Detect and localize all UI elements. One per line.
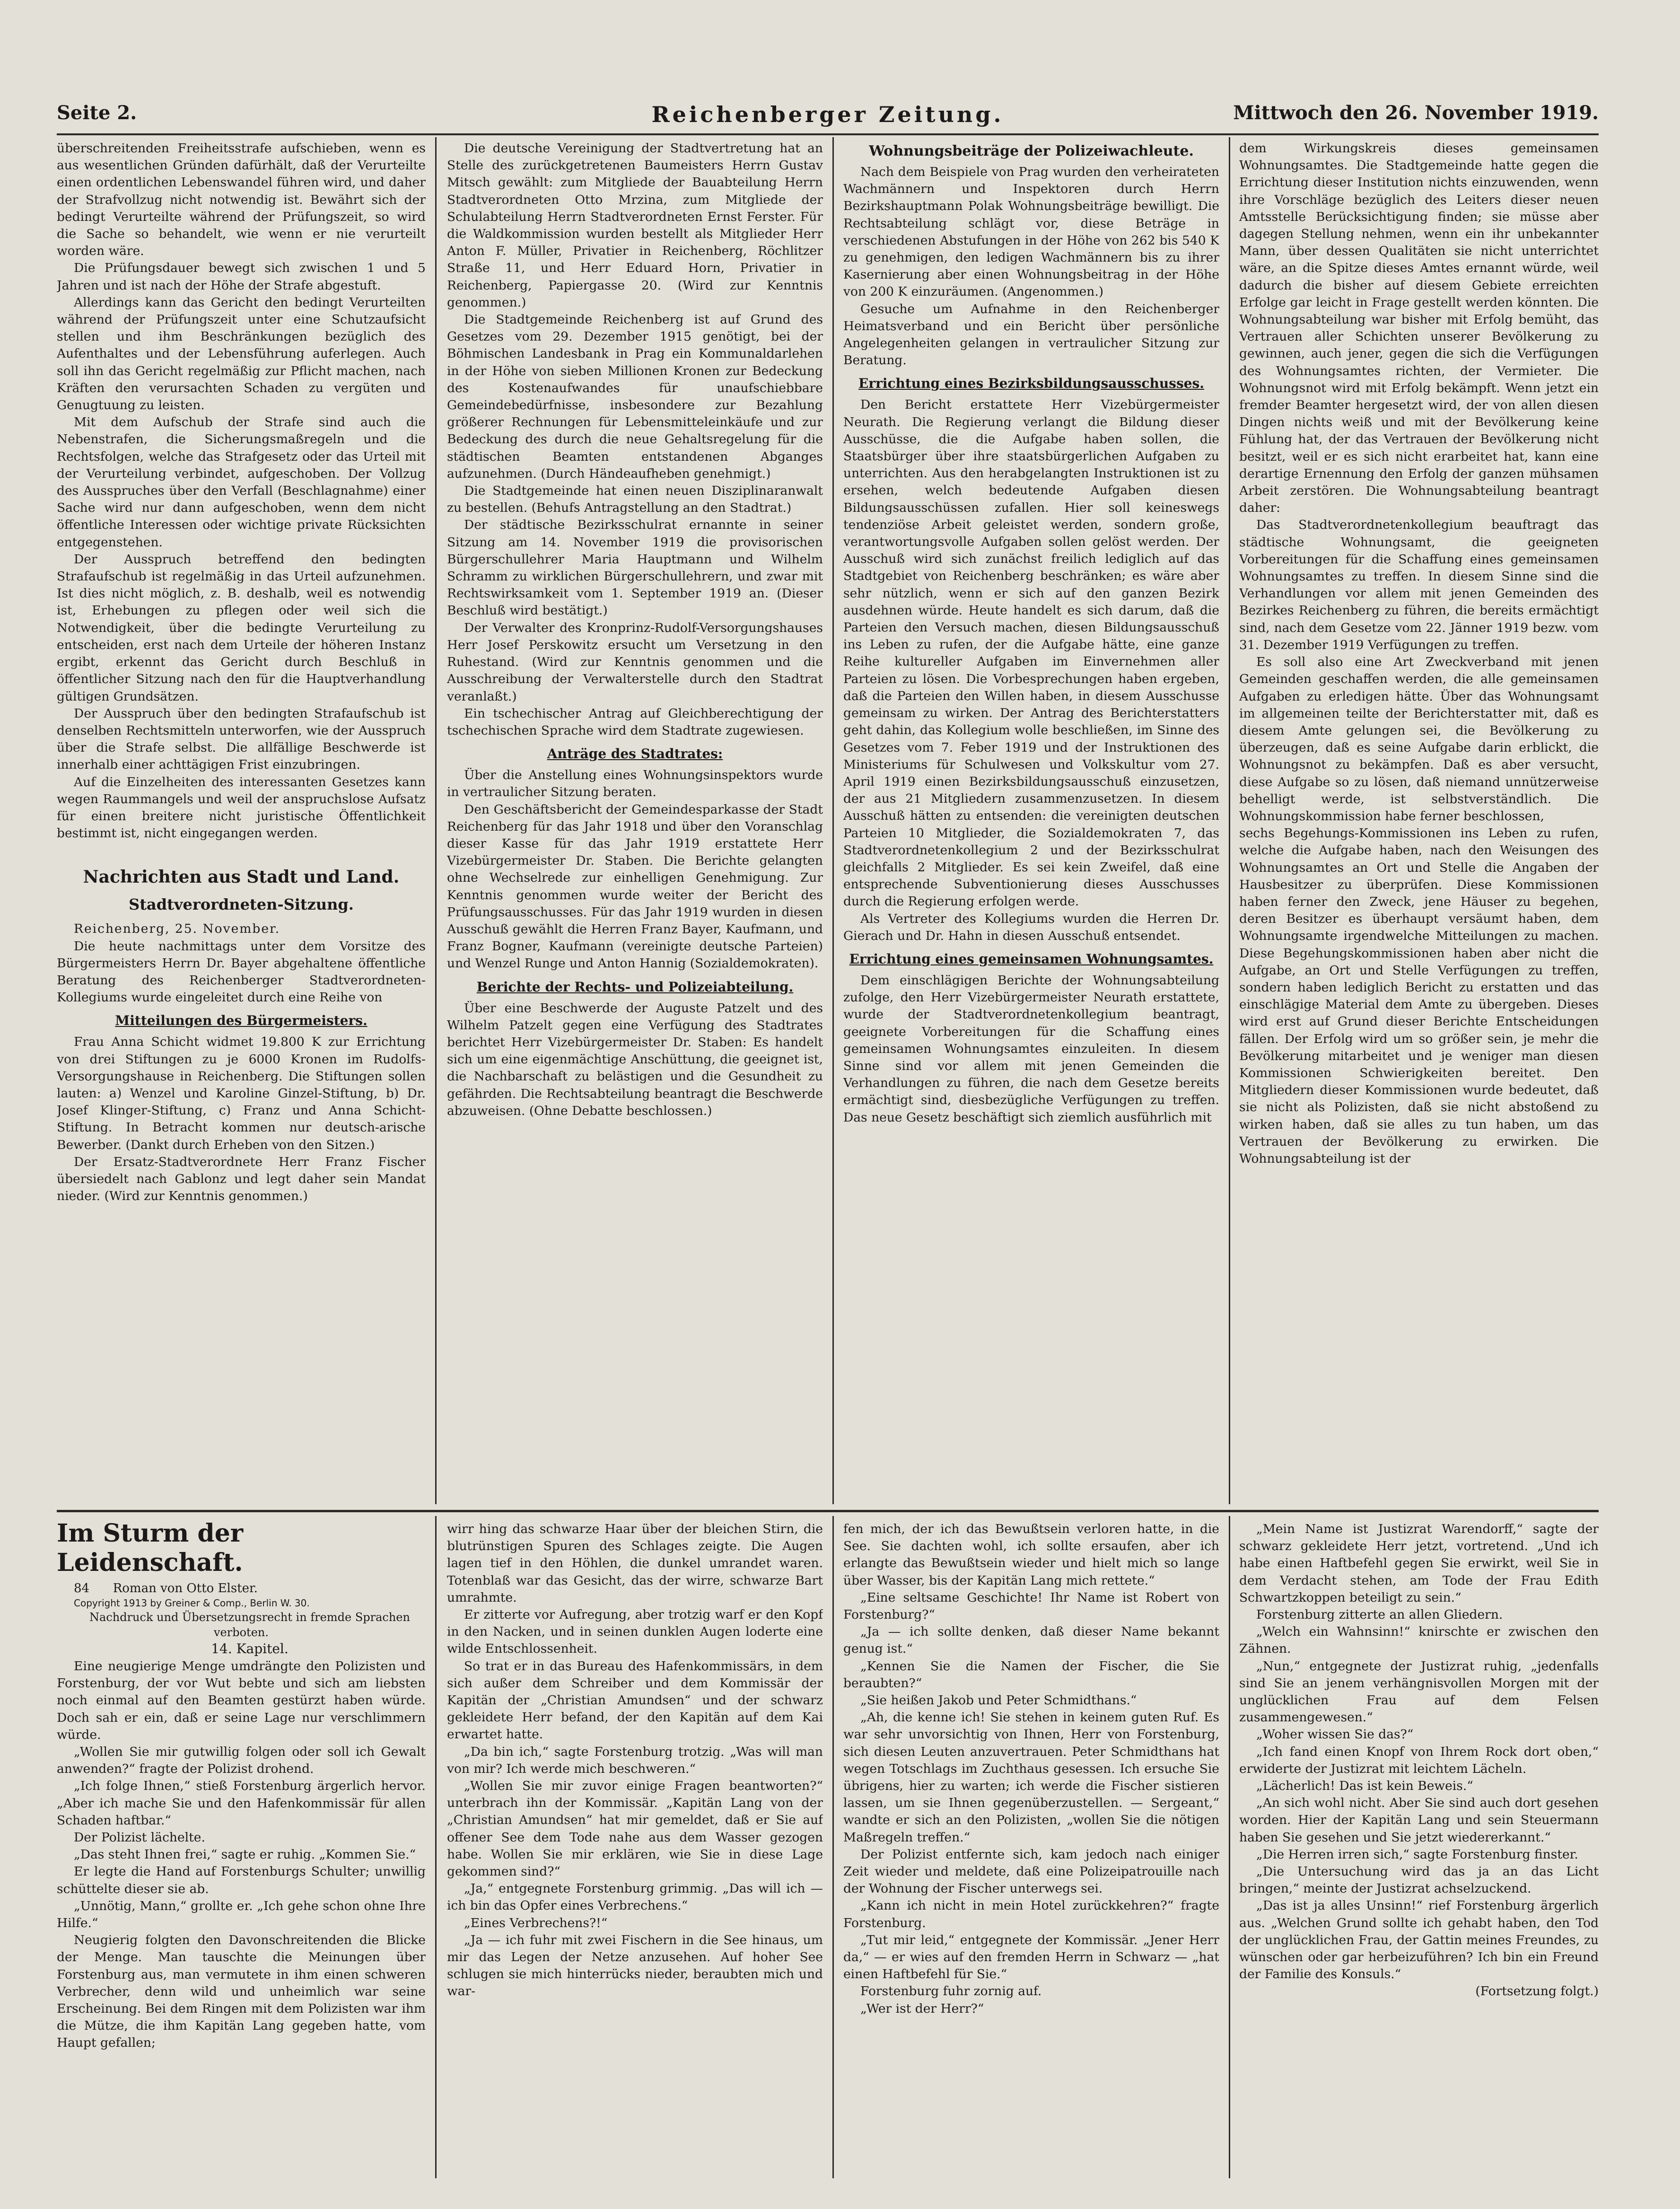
newspaper-title: Reichenberger Zeitung. [651, 102, 1004, 127]
paragraph: sechs Begehungs-Kommissionen ins Leben zu rufen, welche die Aufgabe haben, nach den Weisungen des Wohnungsamtes an Ort und Stelle die Angaben der Hausbesitzer zu überprüfen. Diese Kommissionen haben ferner den Zweck, jene Häuser zu begehen, deren Besitzer es überhaupt versäumt haben, dem Wohnungsamte irgendwelche Mitteilungen zu machen. Diese Begehungskommissionen haben aber nicht die Aufgabe, an Ort und Stelle Verfügungen zu treffen, sondern haben lediglich Bericht zu erstatten und das einschlägige Material dem Amte zu übergeben. Dieses wird erst auf Grund dieser Berichte Entscheidungen fällen. Der Erfolg wird um so größer sein, je mehr die Bevölkerung mitarbeitet und je weniger man diesen Kommissionen Schwierigkeiten bereitet. Den Mitgliedern dieser Kommissionen wurde bedeutet, daß sie nicht als Polizisten, daß sie nicht abstoßend zu wirken haben, daß sie alles zu tun haben, um das Vertrauen der Bevölkerung zu erwirken. Die Wohnungsabteilung ist der [1239, 826, 1599, 1166]
paragraph: „Das ist ja alles Unsinn!“ rief Forstenburg ärgerlich aus. „Welchen Grund sollte ich gehabt haben, den Tod der unglücklichen Frau, der Gattin meines Freundes, zu wünschen oder gar herbeizuführen? Ich bin ein Freund der Familie des Konsuls.“ [1239, 1898, 1599, 1982]
paragraph: Der Ausspruch betreffend den bedingten Strafaufschub ist regelmäßig in das Urteil aufzunehmen. Ist dies nicht möglich, z. B. deshalb, weil es notwendig ist, Erhebungen zu pflegen oder weil sich die Notwendigkeit, über die bedingte Verurteilung zu entscheiden, erst nach dem Urteile der höheren Instanz ergibt, erkennt das Gericht durch Beschluß in öffentlicher Sitzung nach den für die Hauptverhandlung gültigen Grundsätzen. [57, 552, 426, 704]
paragraph: Die Stadtgemeinde Reichenberg ist auf Grund des Gesetzes vom 29. Dezember 1915 genötigt, bei der Böhmischen Landesbank in Prag ein Kommunaldarlehen in der Höhe von sieben Millionen Kronen zur Bedeckung des Kostenaufwandes für unaufschiebbare Gemeindebedürfnisse, insbesondere zur Bezahlung größerer Rechnungen für Lebensmitteleinkäufe und zur Bedeckung des durch die neue Gehaltsregelung für die städtischen Beamten entstandenen Abganges aufzunehmen. (Durch Händeaufheben genehmigt.) [447, 312, 823, 481]
paragraph: Auf die Einzelheiten des interessanten Gesetzes kann wegen Raummangels und weil der anspruchslose Aufsatz für einen breitere nicht juristische Öffentlichkeit bestimmt ist, nicht eingegangen werden. [57, 774, 426, 841]
article-column-4 [1239, 140, 1599, 1507]
paragraph: „Kennen Sie die Namen der Fischer, die Sie beraubten?“ [843, 1658, 1219, 1691]
page-number: Seite 2. [57, 102, 137, 124]
serial-byline [57, 1580, 426, 1596]
paragraph: Mit dem Aufschub der Strafe sind auch die Nebenstrafen, die Sicherungsmaßregeln und die Rechtsfolgen, welche das Strafgesetz oder das Urteil mit der Verurteilung verbindet, aufgeschoben. Der Vollzug des Ausspruches über den Verfall (Beschlagnahme) einer Sache wird nur dann aufgeschoben, wenn dem nicht öffentliche Interessen oder wichtige private Rücksichten entgegenstehen. [57, 415, 426, 550]
paragraph: Die Stadtgemeinde hat einen neuen Disziplinaranwalt zu bestellen. (Behufs Antragstellung an den Stadtrat.) [447, 483, 823, 516]
paragraph: Den Bericht erstattete Herr Vizebürgermeister Neurath. Die Regierung verlangt die Bildung dieser Ausschüsse, die die Aufgabe haben sollen, die Staatsbürger über ihre staatsbürgerlichen Aufgaben zu unterrichten. Aus den herabgelangten Instruktionen ist zu ersehen, welch bedeutende Aufgaben diesen Bildungsausschüssen zufallen. Hier soll keineswegs tendenziöse Arbeit geleistet werden, sondern große, verantwortungsvolle Aufgaben sollen gelöst werden. Der Ausschuß wird sich zunächst freilich lediglich auf das Stadtgebiet von Reichenberg beschränken; es wäre aber sehr nützlich, wenn er sich auf den ganzen Bezirk ausdehnen würde. Heute handelt es sich darum, daß die Parteien den Versuch machen, diesen Bildungsausschuß ins Leben zu rufen, der die Aufgabe hätte, eine ganze Reihe kultureller Aufgaben im Einvernehmen aller Parteien zu lösen. Die Vorbesprechungen haben ergeben, daß die Parteien den Willen haben, in diesem Ausschusse gemeinsam zu wirken. Der Antrag des Berichterstatters geht dahin, das Kollegium wolle beschließen, im Sinne des Gesetzes vom 7. Feber 1919 und der Instruktionen des Ministeriums für Schulwesen und Volkskultur vom 27. April 1919 einen Bezirksbildungsausschuß einzusetzen, der aus 21 Mitgliedern zusammenzusetzen. In diesem Ausschuß hätten zu entsenden: die vereinigten deutschen Parteien 10 Mitglieder, die Sozialdemokraten 7, das Stadtverordnetenkollegium 2 und der Bezirksschulrat gleichfalls 2 Mitglieder. Es sei kein Zweifel, daß eine entsprechende Subventionierung dieses Ausschusses durch die Regierung erfolgen werde. [843, 397, 1219, 909]
paragraph: Die Prüfungsdauer bewegt sich zwischen 1 und 5 Jahren und ist nach der Höhe der Strafe abgestuft. [57, 261, 426, 293]
paragraph: überschreitenden Freiheitsstrafe aufschieben, wenn es aus wesentlichen Gründen dafürhält, daß der Verurteilte einen ordentlichen Lebenswandel führen wird, und daher der Strafvollzug nicht notwendig ist. Bewährt sich der bedingt Verurteilte während der Prüfungszeit, so wird die Sache so behandelt, wie wenn er nie verurteilt worden wäre. [57, 141, 426, 259]
paragraph: „Ja,“ entgegnete Forstenburg grimmig. „Das will ich — ich bin das Opfer eines Verbrechens.“ [447, 1881, 823, 1913]
paragraph: Er legte die Hand auf Forstenburgs Schulter; unwillig schüttelte dieser sie ab. [57, 1864, 426, 1896]
column-divider-2 [832, 137, 834, 1504]
serial-column-3 [843, 1521, 1219, 2178]
paragraph: „Woher wissen Sie das?“ [1256, 1727, 1414, 1742]
paragraph: „Unnötig, Mann,“ grollte er. „Ich gehe schon ohne Ihre Hilfe.“ [57, 1898, 426, 1931]
serial-divider-1 [435, 1516, 437, 2178]
continuation-note: (Fortsetzung folgt.) [1475, 1984, 1599, 1999]
serial-author: Roman von Otto Elster. [113, 1581, 258, 1595]
paragraph: Über eine Beschwerde der Auguste Patzelt und des Wilhelm Patzelt gegen eine Verfügung des Stadtrates berichtet Herr Vizebürgermeister Dr. Staben: Es handelt sich um eine eigenmächtige Anschüttung, die geeignet ist, die Nachbarschaft zu belästigen und die Gesundheit zu gefährden. Die Rechtsabteilung beantragt die Beschwerde abzuweisen. (Ohne Debatte beschlossen.) [447, 1000, 823, 1118]
subheading: Mitteilungen des Bürgermeisters. [115, 1013, 368, 1029]
paragraph: Dem einschlägigen Berichte der Wohnungsabteilung zufolge, den Herr Vizebürgermeister Neurath erstattete, wurde der Stadtverordnetenkollegium beantragt, geeignete Vorbereitungen für die Schaffung eines gemeinsamen Wohnungsamtes einzuleiten. In diesem Sinne sind vor allem mit jenen Gemeinden die Verhandlungen zu führen, die nach dem Gesetze bereits ermächtigt sind, diesbezügliche Verfügungen zu treffen. Das neue Gesetz beschäftigt sich ziemlich ausführlich mit [843, 973, 1219, 1125]
paragraph: Nach dem Beispiele von Prag wurden den verheirateten Wachmännern und Inspektoren durch Herrn Bezirkshauptmann Polak Wohnungsbeiträge bewilligt. Die Rechtsabteilung schlägt vor, diese Beträge in verschiedenen Abstufungen in der Höhe von 262 bis 540 K zu genehmigen, den ledigen Wachmännern bis zu ihrer Kasernierung aber einen Wohnungsbeitrag in der Höhe von 200 K einzuräumen. (Angenommen.) [843, 165, 1219, 299]
paragraph: „Ja — ich fuhr mit zwei Fischern in die See hinaus, um mir das Legen der Netze anzusehen. Auf hoher See schlugen sie mich hinterrücks nieder, beraubten mich und war- [447, 1932, 823, 1999]
paragraph: „Tut mir leid,“ entgegnete der Kommissär. „Jener Herr da,“ — er wies auf den fremden Herrn in Schwarz — „hat einen Haftbefehl für Sie.“ [843, 1932, 1219, 1982]
paragraph: „Sie heißen Jakob und Peter Schmidthans.“ [860, 1693, 1137, 1708]
header-rule [57, 133, 1599, 135]
chapter-heading: 14. Kapitel. [211, 1641, 289, 1657]
paragraph: wirr hing das schwarze Haar über der bleichen Stirn, die blutrünstigen Spuren des Schlages zeigte. Die Augen lagen tief in den Höhlen, die dunkel umrandet waren. Totenblaß war das Gesicht, das der wirre, schwarze Bart umrahmte. [447, 1522, 823, 1605]
column-divider-1 [435, 137, 437, 1504]
subheading: Wohnungsbeiträge der Polizeiwachleute. [869, 143, 1194, 159]
paragraph: Neugierig folgten den Davonschreitenden die Blicke der Menge. Man tauschte die Meinungen über Forstenburg aus, man vermutete in ihm einen schweren Verbrecher, denn wild und unheimlich war seine Erscheinung. Bei dem Ringen mit dem Polizisten war ihm die Mütze, die ihm Kapitän Lang gegeben hatte, vom Haupt gefallen; [57, 1933, 426, 2051]
paragraph: dem Wirkungskreis dieses gemeinsamen Wohnungsamtes. Die Stadtgemeinde hatte gegen die Errichtung dieser Institution nichts einzuwenden, wenn ihre Vorschläge bezüglich des Leiters dieser neuen Amtsstelle Berücksichtigung finden; sie müsse aber dagegen Stellung nehmen, wenn ein ihr unbekannter Mann, über dessen Qualitäten sie nicht unterrichtet wäre, an die Spitze dieses Amtes ernannt würde, weil dadurch die bisher auf diesem Gebiete erreichten Erfolge gar leicht in Frage gestellt werden könnten. Die Wohnungsabteilung war bisher mit Erfolg bemüht, das Vertrauen aller Schichten unserer Bevölkerung zu gewinnen, auch jener, gegen die sich die Verfügungen des Wohnungsamtes richten, der Vermieter. Die Wohnungsnot wird mit Erfolg bekämpft. Wenn jetzt ein fremder Beamter hergesetzt wird, der von allen diesen Dingen nichts weiß und mit der Bevölkerung keine Fühlung hat, der das Vertrauen der Bevölkerung nicht besitzt, weil er es sich nicht erarbeitet hat, kann eine derartige Ernennung den Erfolg der ganzen mühsamen Arbeit zerstören. Die Wohnungsabteilung beantragt daher: [1239, 141, 1599, 516]
article-column-2 [447, 140, 823, 1507]
paragraph: „Lächerlich! Das ist kein Beweis.“ [1256, 1779, 1473, 1794]
paragraph: „Welch ein Wahnsinn!“ knirschte er zwischen den Zähnen. [1239, 1624, 1599, 1657]
section-title: Nachrichten aus Stadt und Land. [83, 867, 400, 887]
paragraph: Der Polizist lächelte. [74, 1830, 205, 1845]
paragraph: „Wer ist der Herr?“ [860, 2001, 984, 2016]
serial-title: Im Sturm der Leidenschaft. [57, 1519, 244, 1577]
subheading: Anträge des Stadtrates: [547, 746, 723, 762]
paragraph: So trat er in das Bureau des Hafenkommissärs, in dem sich außer dem Schreiber und dem Kommissär der Kapitän der „Christian Amundsen“ und der schwarz gekleidete Herr befand, der den Kapitän auf dem Kai erwartet hatte. [447, 1658, 823, 1742]
serial-column-4 [1239, 1521, 1599, 2178]
paragraph: Eine neugierige Menge umdrängte den Polizisten und Forstenburg, der vor Wut bebte und sich am liebsten noch einmal auf den Beamten gestürzt haben würde. Doch sah er ein, daß er seine Lage nur verschlimmern würde. [57, 1659, 426, 1742]
paragraph: Als Vertreter des Kollegiums wurden die Herren Dr. Gierach und Dr. Hahn in diesen Ausschuß entsendet. [843, 911, 1219, 943]
paragraph: „Ich fand einen Knopf von Ihrem Rock dort oben,“ erwiderte der Justizrat mit leichtem Lächeln. [1239, 1744, 1599, 1776]
paragraph: „An sich wohl nicht. Aber Sie sind auch dort gesehen worden. Hier der Kapitän Lang und sein Steuermann haben Sie gesehen und Sie jetzt wiedererkannt.“ [1239, 1796, 1599, 1845]
paragraph: Frau Anna Schicht widmet 19.800 K zur Errichtung von drei Stiftungen zu je 6000 Kronen im Rudolfs-Versorgungshause in Reichenberg. Die Stiftungen sollen lauten: a) Wenzel und Karoline Ginzel-Stiftung, b) Dr. Josef Klinger-Stiftung, c) Franz und Anna Schicht-Stiftung. In Betracht kommen nur deutsch-arische Bewerber. (Dankt durch Erheben von den Sitzen.) [57, 1034, 426, 1152]
paragraph: Er zitterte vor Aufregung, aber trotzig warf er den Kopf in den Nacken, und in seinen dunklen Augen loderte eine wilde Entschlossenheit. [447, 1607, 823, 1657]
paragraph: „Ja — ich sollte denken, daß dieser Name bekannt genug ist.“ [843, 1624, 1219, 1657]
paragraph: Der Polizist entfernte sich, kam jedoch nach einiger Zeit wieder und meldete, daß eine Polizeipatrouille nach der Wohnung der Fischer unterwegs sei. [843, 1847, 1219, 1896]
serial-notice: Nachdruck und Übersetzungsrecht in fremde Sprachen verboten. [89, 1611, 410, 1639]
article-column-1 [57, 140, 426, 1507]
serial-column-2 [447, 1521, 823, 2178]
serial-divider-2 [832, 1516, 834, 2178]
paragraph: „Eine seltsame Geschichte! Ihr Name ist Robert von Forstenburg?“ [843, 1590, 1219, 1622]
issue-date: Mittwoch den 26. November 1919. [1233, 102, 1599, 124]
paragraph: Die heute nachmittags unter dem Vorsitze des Bürgermeisters Herrn Dr. Bayer abgehaltene öffentliche Beratung des Reichenberger Stadtverordneten-Kollegiums wurde eingeleitet durch eine Reihe von [57, 938, 426, 1005]
paragraph: Den Geschäftsbericht der Gemeindesparkasse der Stadt Reichenberg für das Jahr 1918 und über den Voranschlag dieser Kasse für das Jahr 1919 erstattete Herr Vizebürgermeister Dr. Staben. Die Berichte gelangten ohne Wechselrede zur einhelligen Genehmigung. Zur Kenntnis genommen wurde weiter der Bericht des Prüfungsausschusses. Für das Jahr 1919 wurden in diesen Ausschuß gewählt die Herren Franz Bayer, Kaufmann, und Franz Bogner, Kaufmann (vereinigte deutsche Parteien) und Wenzel Runge und Anton Hannig (Sozialdemokraten). [447, 802, 823, 971]
paragraph: Allerdings kann das Gericht den bedingt Verurteilten während der Prüfungszeit unter eine Schutzaufsicht stellen und ihm Beschränkungen bezüglich des Aufenthaltes und der Lebensführung auferlegen. Auch soll ihn das Gericht regelmäßig zur Pflicht machen, nach Kräften den verursachten Schaden zu vergüten und Genugtuung zu leisten. [57, 295, 426, 413]
paragraph: Gesuche um Aufnahme in den Reichenberger Heimatsverband und ein Bericht über persönliche Angelegenheiten gelangen in vertraulicher Sitzung zur Beratung. [843, 301, 1219, 368]
dateline: Reichenberg, 25. November. [74, 921, 280, 937]
paragraph: „Wollen Sie mir gutwillig folgen oder soll ich Gewalt anwenden?“ fragte der Polizist drohend. [57, 1744, 426, 1777]
serial-copyright: Copyright 1913 by Greiner & Comp., Berlin W. 30. [74, 1597, 310, 1609]
paragraph: „Die Untersuchung wird das ja an das Licht bringen,“ meinte der Justizrat achselzuckend. [1239, 1864, 1599, 1896]
column-divider-3 [1229, 137, 1230, 1504]
page-header [57, 97, 1599, 130]
paragraph: Über die Anstellung eines Wohnungsinspektors wurde in vertraulicher Sitzung beraten. [447, 768, 823, 800]
paragraph: Ein tschechischer Antrag auf Gleichberechtigung der tschechischen Sprache wird dem Stadtrate zugewiesen. [447, 706, 823, 738]
paragraph: fen mich, der ich das Bewußtsein verloren hatte, in die See. Sie dachten wohl, ich sollte ersaufen, aber ich erlangte das Bewußtsein wieder und hielt mich so lange über Wasser, bis der Kapitän Lang mich rettete.“ [843, 1522, 1219, 1588]
paragraph: Der städtische Bezirksschulrat ernannte in seiner Sitzung am 14. November 1919 die provisorischen Bürgerschullehrer Maria Hauptmann und Wilhelm Schramm zu wirklichen Bürgerschullehrern, und zwar mit Rechtswirksamkeit vom 1. September 1919 an. (Dieser Beschluß wird bestätigt.) [447, 517, 823, 618]
paragraph: „Ich folge Ihnen,“ stieß Forstenburg ärgerlich hervor. „Aber ich mache Sie und den Hafenkommissär für allen Schaden haftbar.“ [57, 1779, 426, 1828]
paragraph: Die deutsche Vereinigung der Stadtvertretung hat an Stelle des zurückgetretenen Baumeisters Herrn Gustav Mitsch gewählt: zum Mitgliede der Bauabteilung Herrn Stadtverordneten Otto Mrzina, zum Mitgliede der Schulabteilung Herrn Stadtverordneten Ernst Ferster. Für die Waldkommission wurden bestellt als Mitglieder Herr Anton F. Müller, Privatier in Reichenberg, Röchlitzer Straße 11, und Herr Eduard Horn, Privatier in Reichenberg, Papiergasse 20. (Wird zur Kenntnis genommen.) [447, 141, 823, 310]
paragraph: „Wollen Sie mir zuvor einige Fragen beantworten?“ unterbrach ihn der Kommissär. „Kapitän Lang von der „Christian Amundsen“ hat mir gemeldet, daß er Sie auf offener See dem Tode nahe aus dem Wasser gezogen habe. Wollen Sie mir erklären, wie Sie in diese Lage gekommen sind?“ [447, 1779, 823, 1879]
paragraph: „Die Herren irren sich,“ sagte Forstenburg finster. [1256, 1847, 1578, 1862]
subheading: Errichtung eines Bezirksbildungsausschusses. [858, 376, 1205, 392]
paragraph: Der Ausspruch über den bedingten Strafaufschub ist denselben Rechtsmitteln unterworfen, wie der Ausspruch über die Strafe selbst. Die allfällige Beschwerde ist innerhalb einer achttägigen Frist einzubringen. [57, 706, 426, 772]
feuilleton-rule [57, 1510, 1599, 1512]
paragraph: Forstenburg zitterte an allen Gliedern. [1256, 1607, 1503, 1622]
paragraph: Das Stadtverordnetenkollegium beauftragt das städtische Wohnungsamt, die geeigneten Vorbereitungen für die Schaffung eines gemeinsamen Wohnungsamtes zu treffen. In diesem Sinne sind die Verhandlungen vor allem mit jenen Gemeinden des Bezirkes Reichenberg zu führen, die bereits ermächtigt sind, nach dem Gesetze vom 22. Jänner 1919 bezw. vom 31. Dezember 1919 Verfügungen zu treffen. [1239, 517, 1599, 652]
subheading: Errichtung eines gemeinsamen Wohnungsamtes. [849, 951, 1214, 967]
serial-divider-3 [1229, 1516, 1230, 2178]
serial-number: 84 [74, 1581, 90, 1595]
subheading: Berichte der Rechts- und Polizeiabteilung. [476, 979, 794, 995]
paragraph: Es soll also eine Art Zweckverband mit jenen Gemeinden geschaffen werden, die alle gemeinsamen Aufgaben zu erledigen hätte. Über das Wohnungsamt im allgemeinen teilte der Berichterstatter mit, daß es diesem Amte gelungen sei, die Bevölkerung zu überzeugen, daß es seine Aufgabe darin erblickt, die Wohnungsnot zu bekämpfen. Daß es aber versucht, diese Aufgabe so zu lösen, daß niemand unnützerweise behelligt werde, ist selbstverständlich. Die Wohnungskommission habe ferner beschlossen, [1239, 655, 1599, 824]
paragraph: „Da bin ich,“ sagte Forstenburg trotzig. „Was will man von mir? Ich werde mich beschweren.“ [447, 1744, 823, 1776]
paragraph: „Das steht Ihnen frei,“ sagte er ruhig. „Kommen Sie.“ [74, 1847, 416, 1862]
paragraph: „Eines Verbrechens?!“ [464, 1915, 608, 1930]
serial-column-1 [57, 1516, 426, 2178]
paragraph: Der Ersatz-Stadtverordnete Herr Franz Fischer übersiedelt nach Gablonz und legt daher sein Mandat nieder. (Wird zur Kenntnis genommen.) [57, 1154, 426, 1204]
article-column-3 [843, 140, 1219, 1507]
section-subtitle: Stadtverordneten-Sitzung. [129, 895, 354, 914]
paragraph: „Kann ich nicht in mein Hotel zurückkehren?“ fragte Forstenburg. [843, 1898, 1219, 1930]
paragraph: Forstenburg fuhr zornig auf. [860, 1984, 1042, 1999]
paragraph: Der Verwalter des Kronprinz-Rudolf-Versorgungshauses Herr Josef Perskowitz ersucht um Versetzung in den Ruhestand. (Wird zur Kenntnis genommen und die Ausschreibung der Verwalterstelle durch den Stadtrat veranlaßt.) [447, 620, 823, 704]
paragraph: „Ah, die kenne ich! Sie stehen in keinem guten Ruf. Es war sehr unvorsichtig von Ihnen, Herr von Forstenburg, sich diesen Leuten anzuvertrauen. Peter Schmidthans hat wegen Totschlags im Zuchthaus gesessen. Ich ersuche Sie übrigens, hier zu warten; ich werde die Fischer sistieren lassen, um sie Ihnen gegenüberzustellen. — Sergeant,“ wandte er sich an den Polizisten, „wollen Sie die nötigen Maßregeln treffen.“ [843, 1710, 1219, 1845]
paragraph: „Nun,“ entgegnete der Justizrat ruhig, „jedenfalls sind Sie an jenem verhängnisvollen Morgen mit der unglücklichen Frau auf dem Felsen zusammengewesen.“ [1239, 1658, 1599, 1725]
paragraph: „Mein Name ist Justizrat Warendorff,“ sagte der schwarz gekleidete Herr jetzt, vortretend. „Und ich habe einen Haftbefehl gegen Sie erwirkt, weil Sie in dem Verdacht stehen, am Tode der Frau Edith Schwartzkoppen beteiligt zu sein.“ [1239, 1522, 1599, 1605]
